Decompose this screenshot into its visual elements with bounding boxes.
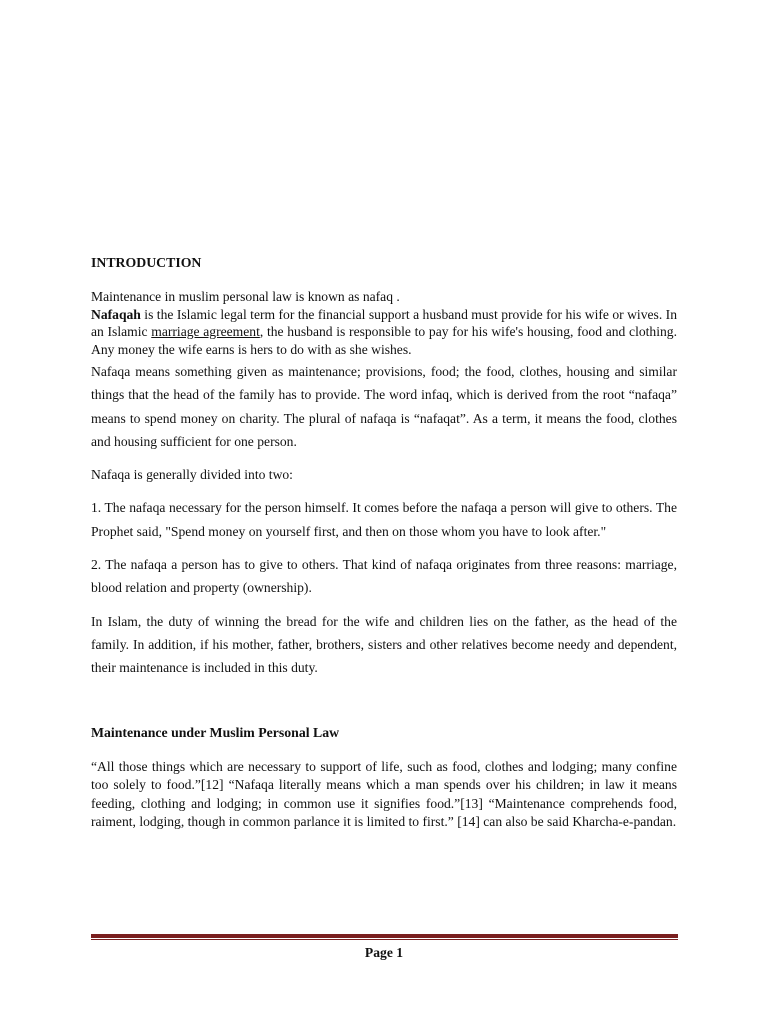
nafaqa-item-1: 1. The nafaqa necessary for the person himself. It comes before the nafaqa a person will give to others. The Prophet said, "Spend money on yourself first, and then on those whom you have to look after." bbox=[91, 500, 677, 539]
spacer bbox=[91, 680, 677, 724]
intro-line: Maintenance in muslim personal law is known as nafaq . bbox=[91, 289, 400, 304]
section-heading-maintenance: Maintenance under Muslim Personal Law bbox=[91, 724, 340, 740]
spacer bbox=[91, 741, 677, 758]
nafaqah-text-b: , the husband is responsible to pay for his wife's housing, food and clothing. Any money the wife earns is hers to do with as she wishes. bbox=[91, 324, 677, 357]
page-number: Page 1 bbox=[364, 945, 404, 960]
spacer bbox=[91, 271, 677, 288]
nafaqa-divided-paragraph: Nafaqa is generally divided into two: bbox=[91, 467, 293, 483]
marriage-agreement-link[interactable]: marriage agreement bbox=[151, 324, 260, 339]
nafaqah-text-a: is the Islamic legal term for the financial support a husband must provide for his wife or wives. In an Islamic bbox=[91, 306, 677, 339]
footer-rule-thick bbox=[91, 934, 678, 938]
islam-duty-paragraph: In Islam, the duty of winning the bread for the wife and children lies on the father, as the head of the family. In addition, if his mother, father, brothers, sisters and other relatives become needy and dependent, their maintenance is included in this duty. bbox=[91, 613, 677, 676]
nafaqah-definition bbox=[91, 306, 677, 359]
document-body bbox=[91, 254, 677, 832]
nafaqa-meaning-paragraph: Nafaqa means something given as maintenance; provisions, food; the food, clothes, housing and similar things that the head of the family has to provide. The word infaq, which is derived from the root “nafaqa” means to spend money on charity. The plural of nafaqa is “nafaqat”. As a term, it means the food, clothes and housing sufficient for one person. bbox=[91, 364, 677, 449]
maintenance-quote-paragraph: “All those things which are necessary to support of life, such as food, clothes and lodging; many confine too solely to food.”[12] “Nafaqa literally means which a man spends over his children; in law it means feeding, clothing and lodging; in common use it signifies food.”[13] “Maintenance comprehends food, raiment, lodging, though in common parlance it is limited to first.” [14] can also be said Kharcha-e-pandan. bbox=[91, 758, 677, 830]
nafaqah-term: Nafaqah bbox=[91, 306, 141, 322]
section-heading-introduction: INTRODUCTION bbox=[91, 255, 202, 270]
footer-rule-thin bbox=[91, 939, 678, 940]
nafaqa-item-2: 2. The nafaqa a person has to give to others. That kind of nafaqa originates from three reasons: marriage, blood relation and property (ownership). bbox=[91, 557, 677, 596]
